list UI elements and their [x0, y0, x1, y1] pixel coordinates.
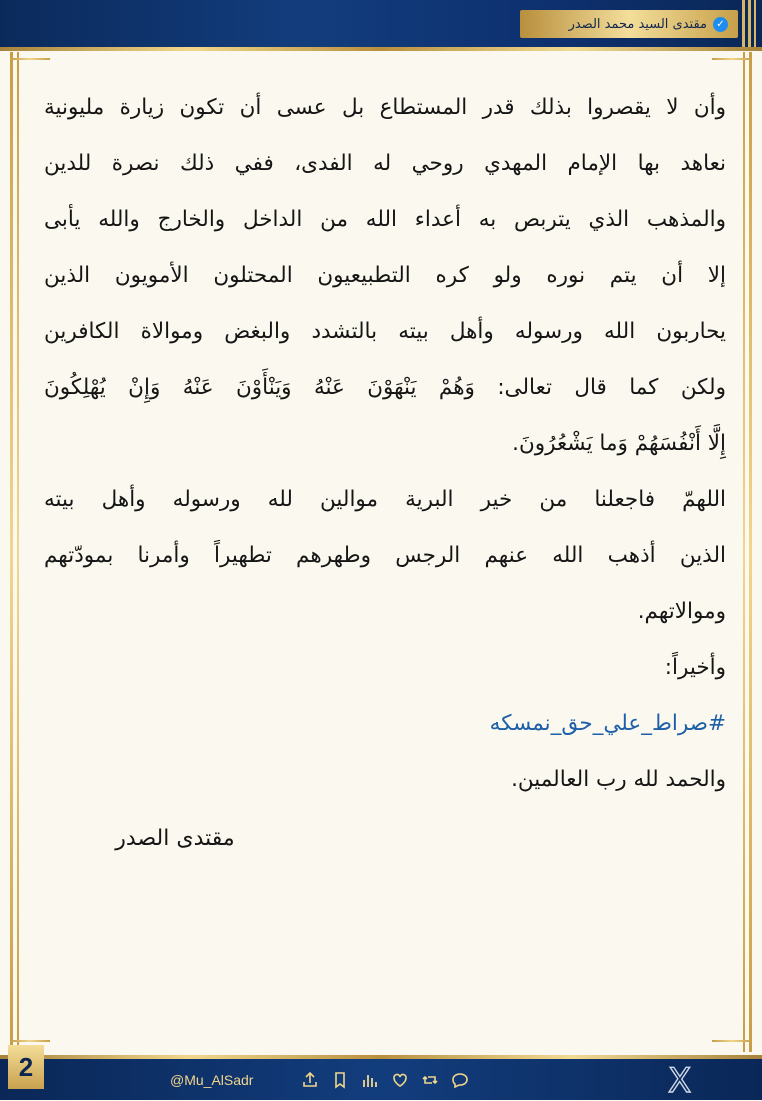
- account-handle[interactable]: @Mu_AlSadr: [170, 1072, 254, 1088]
- author-badge: [520, 10, 738, 38]
- hashtag-link[interactable]: #صراط_علي_حق_نمسكه: [489, 711, 726, 736]
- header-bar: [0, 0, 762, 47]
- text-line: والمذهب الذي يتربص به أعداء الله من الداخل والخارج والله يأبى: [44, 207, 726, 232]
- like-icon[interactable]: [390, 1070, 410, 1090]
- quran-verse-line: إِلَّا أَنْفُسَهُمْ وَما يَشْعُرُونَ.: [512, 431, 726, 456]
- frame-right-inner: [743, 52, 745, 1052]
- reply-icon[interactable]: [450, 1070, 470, 1090]
- share-icon[interactable]: [300, 1070, 320, 1090]
- header-decoration: [742, 0, 756, 47]
- frame-top-right: [712, 58, 752, 60]
- text-line: وأخيراً:: [664, 655, 726, 680]
- x-logo: X: [668, 1061, 692, 1101]
- frame-top-left: [10, 58, 50, 60]
- text-line: يحاربون الله ورسوله وأهل بيته بالتشدد والبغض وموالاة الكافرين: [44, 319, 726, 344]
- frame-bottom-left: [10, 1040, 50, 1042]
- bookmark-icon[interactable]: [330, 1070, 350, 1090]
- text-line: وأن لا يقصروا بذلك قدر المستطاع بل عسى أن تكون زيارة مليونية: [44, 95, 726, 120]
- author-name: مقتدى السيد محمد الصدر: [568, 16, 707, 32]
- frame-bottom-right: [712, 1040, 752, 1042]
- closing-line: والحمد لله رب العالمين.: [511, 767, 726, 792]
- verified-check-icon: ✓: [713, 17, 728, 32]
- frame-left-inner: [17, 52, 19, 1052]
- views-icon[interactable]: [360, 1070, 380, 1090]
- repost-icon[interactable]: [420, 1070, 440, 1090]
- page-number: 2: [8, 1045, 44, 1089]
- frame-right-outer: [749, 52, 752, 1052]
- text-line: نعاهد بها الإمام المهدي روحي له الفدى، ففي ذلك نصرة للدين: [44, 151, 726, 176]
- signature: مقتدى الصدر: [115, 826, 235, 851]
- text-line: اللهمّ فاجعلنا من خير البرية موالين لله ورسوله وأهل بيته: [44, 487, 726, 512]
- text-line: الذين أذهب الله عنهم الرجس وطهرهم تطهيراً وأمرنا بمودّتهم: [44, 543, 726, 568]
- header-gold-line: [0, 47, 762, 51]
- statement-body: [44, 80, 726, 808]
- text-line: وموالاتهم.: [637, 599, 726, 624]
- frame-left-outer: [10, 52, 13, 1052]
- text-line: إلا أن يتم نوره ولو كره التطبيعيون المحتلون الأمويون الذين: [44, 263, 726, 288]
- post-actions: [300, 1068, 470, 1092]
- quran-verse-line: ولكن كما قال تعالى: وَهُمْ يَنْهَوْنَ عَنْهُ وَيَنْأَوْنَ عَنْهُ وَإِنْ يُهْلِكُونَ: [44, 375, 726, 400]
